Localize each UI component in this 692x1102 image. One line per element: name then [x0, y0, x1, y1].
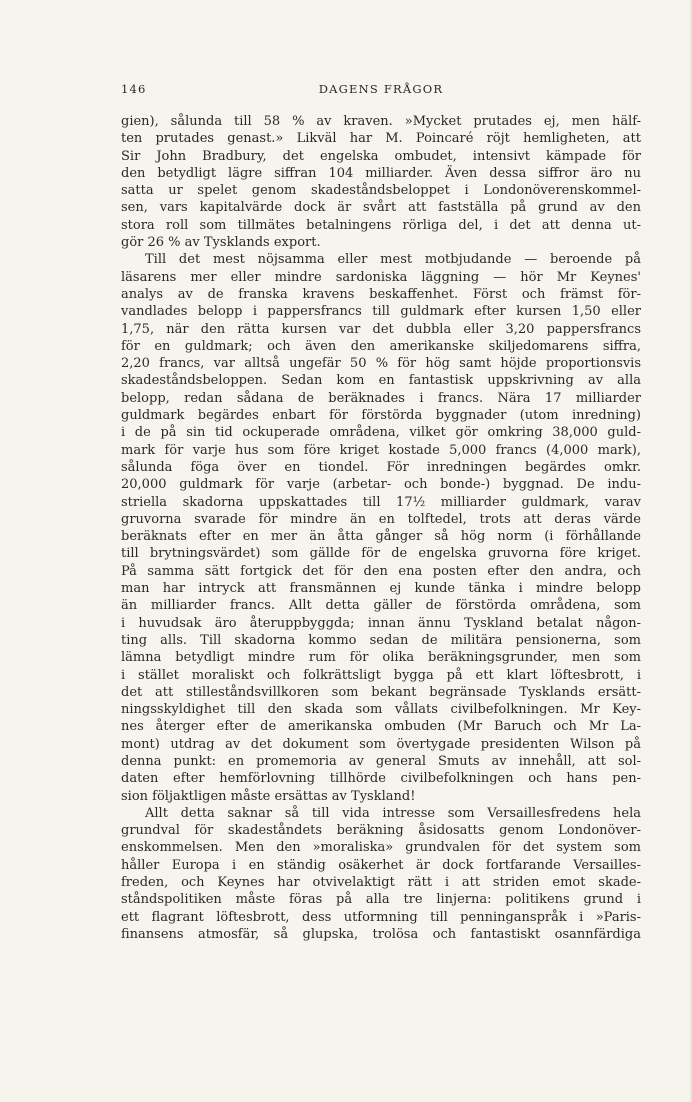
text-line: nes återger efter de amerikanska ombuden (Mr Baruch och Mr La-	[121, 719, 641, 735]
text-line: lämna betydligt mindre rum för olika beräkningsgrunder, men som	[121, 650, 641, 666]
text-line: ting alls. Till skadorna kommo sedan de militära pensionerna, som	[121, 632, 641, 648]
text-line: beräknats efter en mer än åtta gånger så hög norm (i förhållande	[121, 529, 641, 545]
text-line: det att stilleståndsvillkoren som bekant begränsade Tysklands ersätt-	[121, 684, 641, 700]
text-line: ståndspolitiken måste föras på alla tre linjerna: politikens grund i	[121, 892, 641, 908]
text-line: 1,75, när den rätta kursen var det dubbla eller 3,20 pappersfrancs	[121, 321, 641, 337]
text-line: freden, och Keynes har otvivelaktigt rätt i att striden emot skade-	[121, 875, 641, 891]
text-line: till brytningsvärdet) som gällde för de engelska gruvorna före kriget.	[121, 546, 641, 562]
text-line: man har intryck att fransmännen ej kunde tänka i mindre belopp	[121, 581, 641, 597]
text-line: denna punkt: en promemoria av general Smuts av innehåll, att sol-	[121, 753, 641, 769]
text-line: håller Europa i en ständig osäkerhet är dock fortfarande Versailles-	[121, 857, 641, 873]
text-line: stora roll som tillmätes betalningens rörliga del, i det att denna ut-	[121, 217, 641, 233]
text-line: vandlades belopp i pappersfrancs till guldmark efter kursen 1,50 eller	[121, 304, 641, 320]
text-line: På samma sätt fortgick det för den ena posten efter den andra, och	[121, 563, 641, 579]
text-line: sen, vars kapitalvärde dock är svårt att fastställa på grund av den	[121, 200, 641, 216]
text-line: daten efter hemförlovning tillhörde civilbefolkningen och hans pen-	[121, 771, 641, 787]
text-line: sion följaktligen måste ersättas av Tyskland!	[121, 788, 416, 804]
text-line: guldmark begärdes enbart för förstörda byggnader (utom inredning)	[121, 408, 641, 424]
text-line: än milliarder francs. Allt detta gäller de förstörda områdena, som	[121, 598, 641, 614]
page-number: 146	[121, 82, 147, 96]
text-line: gör 26 % av Tysklands export.	[121, 235, 321, 251]
text-line: läsarens mer eller mindre sardoniska läggning — hör Mr Keynes'	[121, 269, 641, 285]
page-header	[121, 82, 641, 100]
text-line: ten prutades genast.» Likväl har M. Poincaré röjt hemligheten, att	[121, 131, 641, 147]
text-line: sålunda föga över en tiondel. För inredningen begärdes omkr.	[121, 459, 641, 475]
text-line: Sir John Bradbury, det engelska ombudet, intensivt kämpade för	[121, 148, 641, 164]
text-line: för en guldmark; och även den amerikanske skiljedomarens siffra,	[121, 338, 641, 354]
text-line: satta ur spelet genom skadeståndsbeloppet i Londonöverenskommel-	[121, 183, 641, 199]
text-line: i stället moraliskt och folkrättsligt bygga på ett klart löftesbrott, i	[121, 667, 641, 683]
text-line: finansens atmosfär, så glupska, trolösa och fantastiskt osannfärdiga	[121, 926, 641, 942]
text-line: mark för varje hus som före kriget kostade 5,000 francs (4,000 mark),	[121, 442, 641, 458]
text-line: grundval för skadeståndets beräkning åsidosatts genom Londonöver-	[121, 823, 641, 839]
text-line: i huvudsak äro återuppbyggda; innan ännu Tyskland betalat någon-	[121, 615, 641, 631]
text-line: analys av de franska kravens beskaffenhet. Först och främst för-	[121, 286, 641, 302]
text-line: striella skadorna uppskattades till 17½ milliarder guldmark, varav	[121, 494, 641, 510]
text-line: gruvorna svarade för mindre än en tolftedel, trots att deras värde	[121, 511, 641, 527]
text-line: Allt detta saknar så till vida intresse som Versaillesfredens hela	[145, 805, 641, 821]
text-line: Till det mest nöjsamma eller mest motbjudande — beroende på	[145, 252, 641, 268]
text-line: 2,20 francs, var alltså ungefär 50 % för hög samt höjde proportionsvis	[121, 356, 641, 372]
text-line: mont) utdrag av det dokument som övertygade presidenten Wilson på	[121, 736, 641, 752]
text-line: i de på sin tid ockuperade områdena, vilket gör omkring 38,000 guld-	[121, 425, 641, 441]
text-line: skadeståndsbeloppen. Sedan kom en fantastisk uppskrivning av alla	[121, 373, 641, 389]
running-title: DAGENS FRÅGOR	[318, 82, 444, 96]
text-line: belopp, redan sådana de beräknades i francs. Nära 17 milliarder	[121, 390, 641, 406]
text-line: enskommelsen. Men den »moraliska» grundvalen för det system som	[121, 840, 641, 856]
text-line: ningsskyldighet till den skada som vållats civilbefolkningen. Mr Key-	[121, 702, 641, 718]
text-line: den betydligt lägre siffran 104 milliarder. Även dessa siffror äro nu	[121, 165, 641, 181]
text-line: ett flagrant löftesbrott, dess utformning till penninganspråk i »Paris-	[121, 909, 641, 925]
text-line: gien), sålunda till 58 % av kraven. »Mycket prutades ej, men hälf-	[121, 114, 641, 129]
body-text	[121, 113, 641, 943]
text-line: 20,000 guldmark för varje (arbetar- och bonde-) byggnad. De indu-	[121, 477, 641, 493]
